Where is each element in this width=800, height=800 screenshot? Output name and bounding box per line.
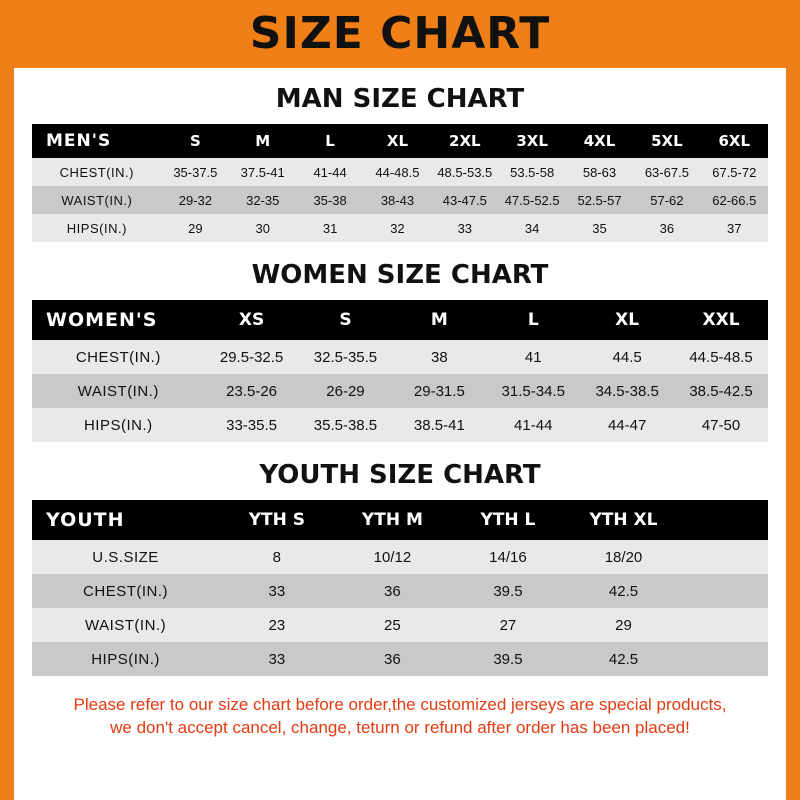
men-row-chest-label: CHEST(IN.) [59,164,135,180]
men-chest-2xl: 48.5-53.5 [437,164,493,180]
youth-hips-m: 36 [384,650,401,668]
women-waist-l: 31.5-34.5 [501,382,565,400]
order-notice [32,694,768,740]
youth-waist-s: 23 [268,616,286,634]
women-header-l: L [527,310,539,330]
youth-hips-l: 39.5 [493,650,523,668]
women-hips-xl: 44-47 [607,416,647,434]
table-header-row [32,500,768,540]
youth-hips-xl: 42.5 [608,650,639,668]
youth-header-m: YTH M [361,510,423,530]
women-waist-s: 26-29 [326,382,365,400]
men-hips-3xl: 34 [524,220,540,236]
women-size-table [32,300,768,442]
women-section-title: WOMEN SIZE CHART [251,260,549,290]
youth-header-l: YTH L [480,510,536,530]
youth-section-title: YOUTH SIZE CHART [259,460,541,490]
men-chest-s: 35-37.5 [173,164,218,180]
women-chest-s: 32.5-35.5 [313,348,378,366]
women-header-xs: XS [238,310,265,330]
youth-hips-s: 33 [268,650,286,668]
men-waist-l: 35-38 [313,192,347,208]
women-waist-m: 29-31.5 [413,382,465,400]
women-waist-xs: 23.5-26 [226,382,277,400]
youth-chest-m: 36 [384,582,401,600]
youth-ussize-l: 14/16 [489,548,527,566]
youth-row-hips-label: HIPS(IN.) [91,650,160,668]
table-row [32,608,768,642]
women-waist-xxl: 38.5-42.5 [689,382,753,400]
youth-chest-xl: 42.5 [608,582,639,600]
women-chest-m: 38 [431,348,448,366]
men-hips-5xl: 36 [659,220,675,236]
banner [0,0,800,68]
men-header-xl: XL [386,132,408,150]
women-chest-xl: 44.5 [612,348,642,366]
men-waist-s: 29-32 [178,192,212,208]
men-header-6xl: 6XL [718,132,751,150]
men-hips-xl: 32 [390,220,405,236]
men-row-waist-label: WAIST(IN.) [61,192,133,208]
men-waist-6xl: 62-66.5 [712,192,757,208]
youth-waist-xl: 29 [615,616,632,634]
order-notice-line-2: we don't accept cancel, change, teturn or refund after order has been placed! [110,717,690,737]
table-row [32,340,768,374]
men-waist-m: 32-35 [246,192,280,208]
men-size-table [32,124,768,242]
men-waist-5xl: 57-62 [650,192,684,208]
women-row-hips-label: HIPS(IN.) [83,416,153,434]
men-header-m: M [255,132,271,150]
men-chest-xl: 44-48.5 [375,164,420,180]
table-row [32,642,768,676]
youth-waist-m: 25 [384,616,401,634]
youth-chest-spacer [681,574,768,608]
women-header-label: WOMEN'S [46,309,158,331]
women-header-xxl: XXL [702,310,740,330]
men-chest-4xl: 58-63 [582,164,617,180]
page-title: SIZE CHART [249,8,551,59]
order-notice-line-1: Please refer to our size chart before order,the customized jerseys are special products, [73,695,727,714]
youth-header-label: YOUTH [46,509,125,531]
men-waist-3xl: 47.5-52.5 [504,192,560,208]
women-row-waist-label: WAIST(IN.) [77,382,159,400]
youth-hips-spacer [681,642,768,676]
women-hips-l: 41-44 [514,416,553,434]
table-row [32,374,768,408]
youth-header-xl: YTH XL [589,510,658,530]
table-header-row [32,124,768,158]
men-row-hips-label: HIPS(IN.) [66,220,127,236]
men-chest-l: 41-44 [313,164,347,180]
men-hips-4xl: 35 [592,220,607,236]
youth-ussize-xl: 18/20 [604,548,643,566]
men-chest-5xl: 63-67.5 [644,164,689,180]
youth-row-waist-label: WAIST(IN.) [84,616,167,634]
women-chest-xs: 29.5-32.5 [219,348,284,366]
men-header-4xl: 4XL [583,132,616,150]
men-hips-m: 30 [255,220,270,236]
women-chest-xxl: 44.5-48.5 [689,348,753,366]
table-row [32,408,768,442]
women-header-m: M [430,310,448,330]
table-row [32,574,768,608]
men-hips-6xl: 37 [727,220,742,236]
men-header-2xl: 2XL [449,132,481,150]
men-hips-l: 31 [322,220,338,236]
table-header-row [32,300,768,340]
youth-row-chest-label: CHEST(IN.) [83,582,169,600]
men-chest-3xl: 53.5-58 [510,164,555,180]
men-waist-2xl: 43-47.5 [442,192,487,208]
table-row [32,214,768,242]
men-chest-m: 37.5-41 [240,164,285,180]
women-chest-l: 41 [524,348,542,366]
content [14,84,786,740]
youth-chest-l: 39.5 [493,582,523,600]
men-header-3xl: 3XL [516,132,548,150]
youth-chest-s: 33 [268,582,286,600]
youth-row-ussize-label: U.S.SIZE [92,548,159,566]
youth-ussize-spacer [681,540,768,574]
youth-ussize-m: 10/12 [373,548,412,566]
women-header-xl: XL [615,310,640,330]
men-hips-2xl: 33 [457,220,473,236]
women-waist-xl: 34.5-38.5 [595,382,659,400]
men-header-s: S [189,132,201,150]
men-waist-4xl: 52.5-57 [577,192,622,208]
men-hips-s: 29 [188,220,203,236]
youth-waist-l: 27 [499,616,517,634]
women-hips-s: 35.5-38.5 [313,416,378,434]
youth-waist-spacer [681,608,768,642]
table-row [32,186,768,214]
men-header-5xl: 5XL [651,132,683,150]
women-hips-xxl: 47-50 [701,416,741,434]
table-row [32,540,768,574]
men-chest-6xl: 67.5-72 [712,164,757,180]
men-header-l: L [325,132,335,150]
man-section-title: MAN SIZE CHART [275,84,525,114]
table-row [32,158,768,186]
youth-ussize-s: 8 [272,548,282,566]
women-hips-m: 38.5-41 [413,416,465,434]
women-row-chest-label: CHEST(IN.) [75,348,161,366]
youth-header-spacer [681,500,768,540]
women-hips-xs: 33-35.5 [226,416,277,434]
youth-header-s: YTH S [248,510,305,530]
youth-size-table [32,500,768,676]
men-header-label: MEN'S [46,131,112,151]
men-waist-xl: 38-43 [380,192,415,208]
women-header-s: S [339,310,352,330]
